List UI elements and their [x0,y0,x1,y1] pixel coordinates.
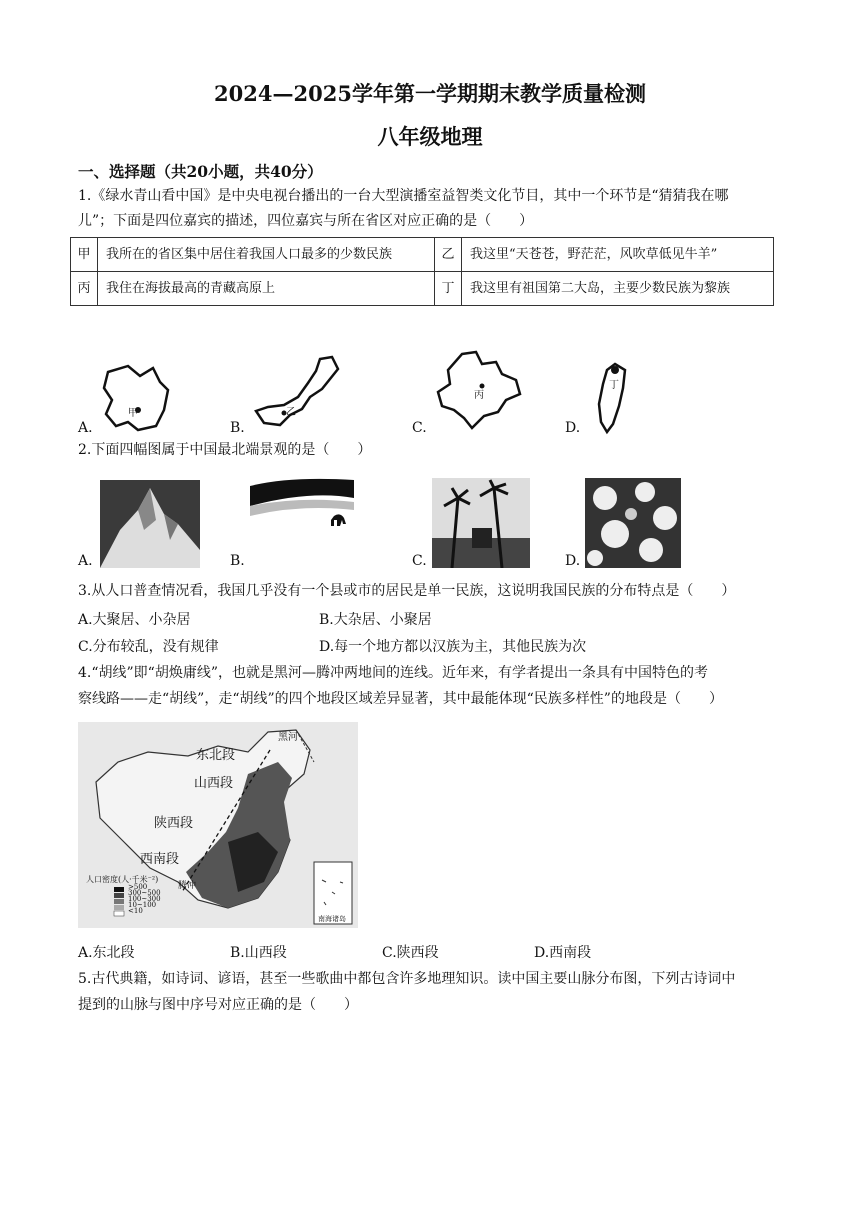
population-density-map [78,722,358,928]
q5-stem-line1: 5.古代典籍，如诗词、谚语，甚至一些歌曲中都包含许多地理知识。读中国主要山脉分布图，下列古诗词中 [78,971,736,987]
table-cell: 甲 [71,238,98,272]
table-cell: 我这里“天苍苍，野茫茫，风吹草低见牛羊” [462,238,774,272]
q3-option-d[interactable]: D.每一个地方都以汉族为主，其他民族为次 [319,639,587,655]
map-mark: 乙 [286,407,296,418]
table-row [71,238,774,272]
q4-option-d[interactable]: D.西南段 [534,945,592,961]
q1-stem-line1: 1.《绿水青山看中国》是中央电视台播出的一台大型演播室益智类文化节目，其中一个环节是“猜猜我在哪 [78,188,729,204]
map-mark: 甲 [128,408,138,419]
section-heading: 一、选择题（共20小题，共40分） [78,162,323,181]
table-cell: 我所在的省区集中居住着我国人口最多的少数民族 [98,238,435,272]
map-mark: 丁 [609,380,619,391]
tengchong-label: 腾冲 [178,881,197,891]
legend-item: >500 [128,883,148,891]
legend-item: 300~500 [128,889,161,897]
heihe-label: 黑河 [278,732,298,743]
q4-stem-line2: 察线路——走“胡线”，走“胡线”的四个地段区域差异显著，其中最能体现“民族多样性”的地段是（ ） [78,691,723,707]
table-cell: 丙 [71,272,98,306]
q2-option-c[interactable]: C. [412,553,427,569]
q1-option-c[interactable]: C. [412,420,427,436]
q5-stem-line2: 提到的山脉与图中序号对应正确的是（ ） [78,997,358,1013]
dongbei-segment-label: 东北段 [196,748,236,763]
q1-option-b[interactable]: B. [230,420,245,436]
q2-stem: 2.下面四幅图属于中国最北端景观的是（ ） [78,442,372,458]
legend-item: <10 [128,907,143,915]
taiwan-map-image [585,358,635,436]
q4-stem-line1: 4.“胡线”即“胡焕庸线”，也就是黑河—腾冲两地间的连线。近年来，有学者提出一条具有中国特色的考 [78,665,708,681]
q1-stem-line2: 儿”；下面是四位嘉宾的描述，四位嘉宾与所在省区对应正确的是（ ） [78,213,534,229]
snow-mountain-photo [100,480,200,568]
legend-title: 人口密度(人·千米⁻²) [86,875,159,884]
south-china-sea-inset-label: 南海诸岛 [318,915,346,923]
xinjiang-map-image [98,360,178,435]
desert-camel-photo [250,476,354,568]
snow-forest-photo [585,478,681,568]
q3-stem: 3.从人口普查情况看，我国几乎没有一个县或市的居民是单一民族，这说明我国民族的分布特点是（ ） [78,583,736,599]
legend-item: 10~100 [128,901,157,909]
q3-option-a[interactable]: A.大聚居、小杂居 [78,612,191,628]
xinan-segment-label: 西南段 [140,852,180,867]
table-row [71,272,774,306]
q2-option-d[interactable]: D. [565,553,581,569]
map-mark: 丙 [474,390,484,401]
q2-option-a[interactable]: A. [78,553,93,569]
exam-title: 2024—2025学年第一学期期末教学质量检测 [214,81,646,106]
table-cell: 我这里有祖国第二大岛，主要少数民族为黎族 [462,272,774,306]
table-cell: 乙 [435,238,462,272]
table-cell: 丁 [435,272,462,306]
yunnan-map-image [432,348,528,432]
q2-option-b[interactable]: B. [230,553,245,569]
q4-option-a[interactable]: A.东北段 [78,945,135,961]
inner-mongolia-map-image [250,353,354,433]
tropical-palm-photo [432,478,530,568]
q1-clue-table [70,237,774,306]
legend-item: 100~300 [128,895,161,903]
q4-option-c[interactable]: C.陕西段 [382,945,439,961]
q1-option-d[interactable]: D. [565,420,581,436]
q3-option-c[interactable]: C.分布较乱，没有规律 [78,639,219,655]
shaanxi-segment-label: 陕西段 [154,816,194,831]
legend [128,884,161,914]
shanxi-segment-label: 山西段 [194,776,234,791]
exam-subtitle: 八年级地理 [377,124,483,149]
q3-option-b[interactable]: B.大杂居、小聚居 [319,612,432,628]
table-cell: 我住在海拔最高的青藏高原上 [98,272,435,306]
q4-option-b[interactable]: B.山西段 [230,945,287,961]
q1-option-a[interactable]: A. [78,420,93,436]
